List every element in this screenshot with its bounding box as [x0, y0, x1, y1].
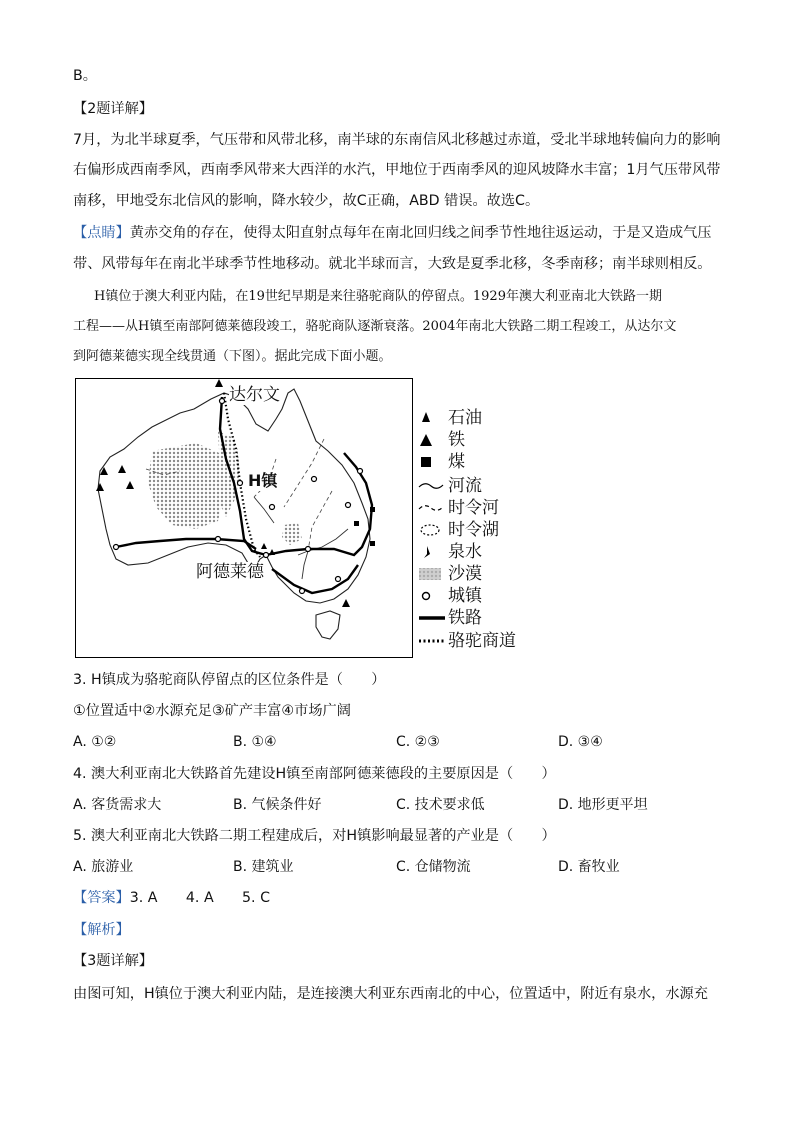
iron-icon [418, 432, 434, 448]
seasonal-river-line [308, 491, 332, 551]
legend-item-town [418, 585, 538, 607]
tip-line: 带、风带每年在南北半球季节性地移动。就北半球而言，大致是夏季北移，冬季南移；南半球则相反。 [73, 256, 712, 272]
tip-label: 【点睛】 [73, 225, 130, 241]
map-label-darwin: 达尔文 [229, 385, 280, 405]
legend-item-river [418, 475, 538, 497]
question-stem: 4. 澳大利亚南北大铁路首先建设H镇至南部阿德莱德段的主要原因是（ ） [73, 766, 556, 782]
tip-text: 黄赤交角的存在，使得太阳直射点每年在南北回归线之间季节性地往返运动，于是又造成气压 [129, 225, 712, 241]
option-d: D. ③④ [558, 734, 603, 750]
option-c: C. 技术要求低 [396, 797, 485, 813]
q2-explain-line: 7月，为北半球夏季，气压带和风带北移，南半球的东南信风北移越过赤道，受北半球地转偏向力的影响 [73, 132, 721, 148]
river-icon [418, 478, 444, 494]
legend-label: 时令河 [448, 498, 499, 518]
option-d: D. 地形更平坦 [558, 797, 648, 813]
legend-label: 煤 [448, 452, 465, 472]
legend-label: 骆驼商道 [448, 631, 516, 651]
desert-area [218, 431, 240, 517]
tip-line [73, 223, 711, 243]
passage-line: H镇位于澳大利亚内陆，在19世纪早期是来往骆驼商队的停留点。1929年澳大利亚南北大铁路一期 [94, 289, 662, 304]
q3-text: 由图可知，H镇位于澳大利亚内陆，是连接澳大利亚东西南北的中心，位置适中，附近有泉水，水源充 [73, 986, 708, 1002]
legend-label: 河流 [448, 476, 482, 496]
tasmania-outline [316, 611, 340, 639]
option-a: A. 客货需求大 [73, 797, 162, 813]
legend-item-camel-route [418, 630, 538, 652]
australia-map-drawing [76, 379, 414, 659]
railway-icon [418, 610, 446, 626]
legend-item-railway [418, 607, 538, 629]
legend-label: 铁 [448, 430, 465, 450]
legend-item-desert [418, 563, 538, 585]
legend-label: 铁路 [448, 608, 482, 628]
legend-item-seasonal-river [418, 497, 538, 519]
q2-header: 【2题详解】 [73, 101, 153, 117]
option-c: C. 仓储物流 [396, 859, 471, 875]
railway-line [266, 453, 372, 555]
q2-explain-line: 右偏形成西南季风，西南季风带来大西洋的水汽，甲地位于西南季风的迎风坡降水丰富；1月气压带风带 [73, 162, 721, 178]
seasonal-river-line [284, 439, 324, 507]
answer-b-line: B。 [73, 68, 97, 84]
oil-icon [418, 410, 434, 426]
option-a: A. 旅游业 [73, 859, 134, 875]
passage-line: 到阿德莱德实现全线贯通（下图）。据此完成下面小题。 [73, 349, 392, 364]
legend-label: 石油 [448, 408, 482, 428]
question-stem: 3. H镇成为骆驼商队停留点的区位条件是（ ） [73, 672, 386, 688]
question-choices: ①位置适中②水源充足③矿产丰富④市场广阔 [73, 703, 351, 719]
legend-label: 城镇 [448, 586, 482, 606]
q3-header: 【3题详解】 [73, 953, 153, 969]
analysis-label: 【解析】 [73, 922, 130, 938]
legend-item-iron [418, 429, 538, 451]
town-icon [418, 588, 434, 604]
option-b: B. 建筑业 [233, 859, 294, 875]
seasonal-river-icon [418, 500, 444, 516]
coal-icon [418, 454, 434, 470]
legend-item-oil [418, 407, 538, 429]
desert-icon [418, 566, 444, 582]
camel-route-icon [418, 633, 446, 649]
legend-item-seasonal-lake [418, 519, 538, 541]
desert-area [148, 443, 226, 529]
option-d: D. 畜牧业 [558, 859, 620, 875]
option-a: A. ①② [73, 734, 117, 750]
map-label-adelaide: 阿德莱德 [196, 562, 264, 582]
legend-item-coal [418, 451, 538, 473]
option-b: B. ①④ [233, 734, 277, 750]
answer-label: 【答案】 [73, 890, 130, 906]
desert-area [282, 523, 302, 545]
river-line [302, 551, 308, 579]
option-c: C. ②③ [396, 734, 440, 750]
answer-line [73, 888, 270, 908]
legend-item-spring [418, 541, 538, 563]
australia-map [75, 378, 413, 658]
legend-label: 时令湖 [448, 520, 499, 540]
question-stem: 5. 澳大利亚南北大铁路二期工程建成后，对H镇影响最显著的产业是（ ） [73, 828, 556, 844]
river-line [254, 497, 274, 523]
legend-label: 泉水 [448, 542, 482, 562]
option-b: B. 气候条件好 [233, 797, 322, 813]
map-label-h-town: H镇 [248, 471, 278, 490]
legend-label: 沙漠 [448, 564, 482, 584]
answer-text: 3. A 4. A 5. C [129, 890, 270, 906]
railway-line [272, 565, 358, 593]
passage-line: 工程——从H镇至南部阿德莱德段竣工，骆驼商队逐渐衰落。2004年南北大铁路二期工程竣工，从达尔文 [73, 319, 677, 334]
seasonal-lake-icon [418, 522, 444, 538]
spring-icon [418, 544, 434, 560]
q2-explain-line: 南移，甲地受东北信风的影响，降水较少，故C正确，ABD 错误。故选C。 [73, 193, 540, 209]
